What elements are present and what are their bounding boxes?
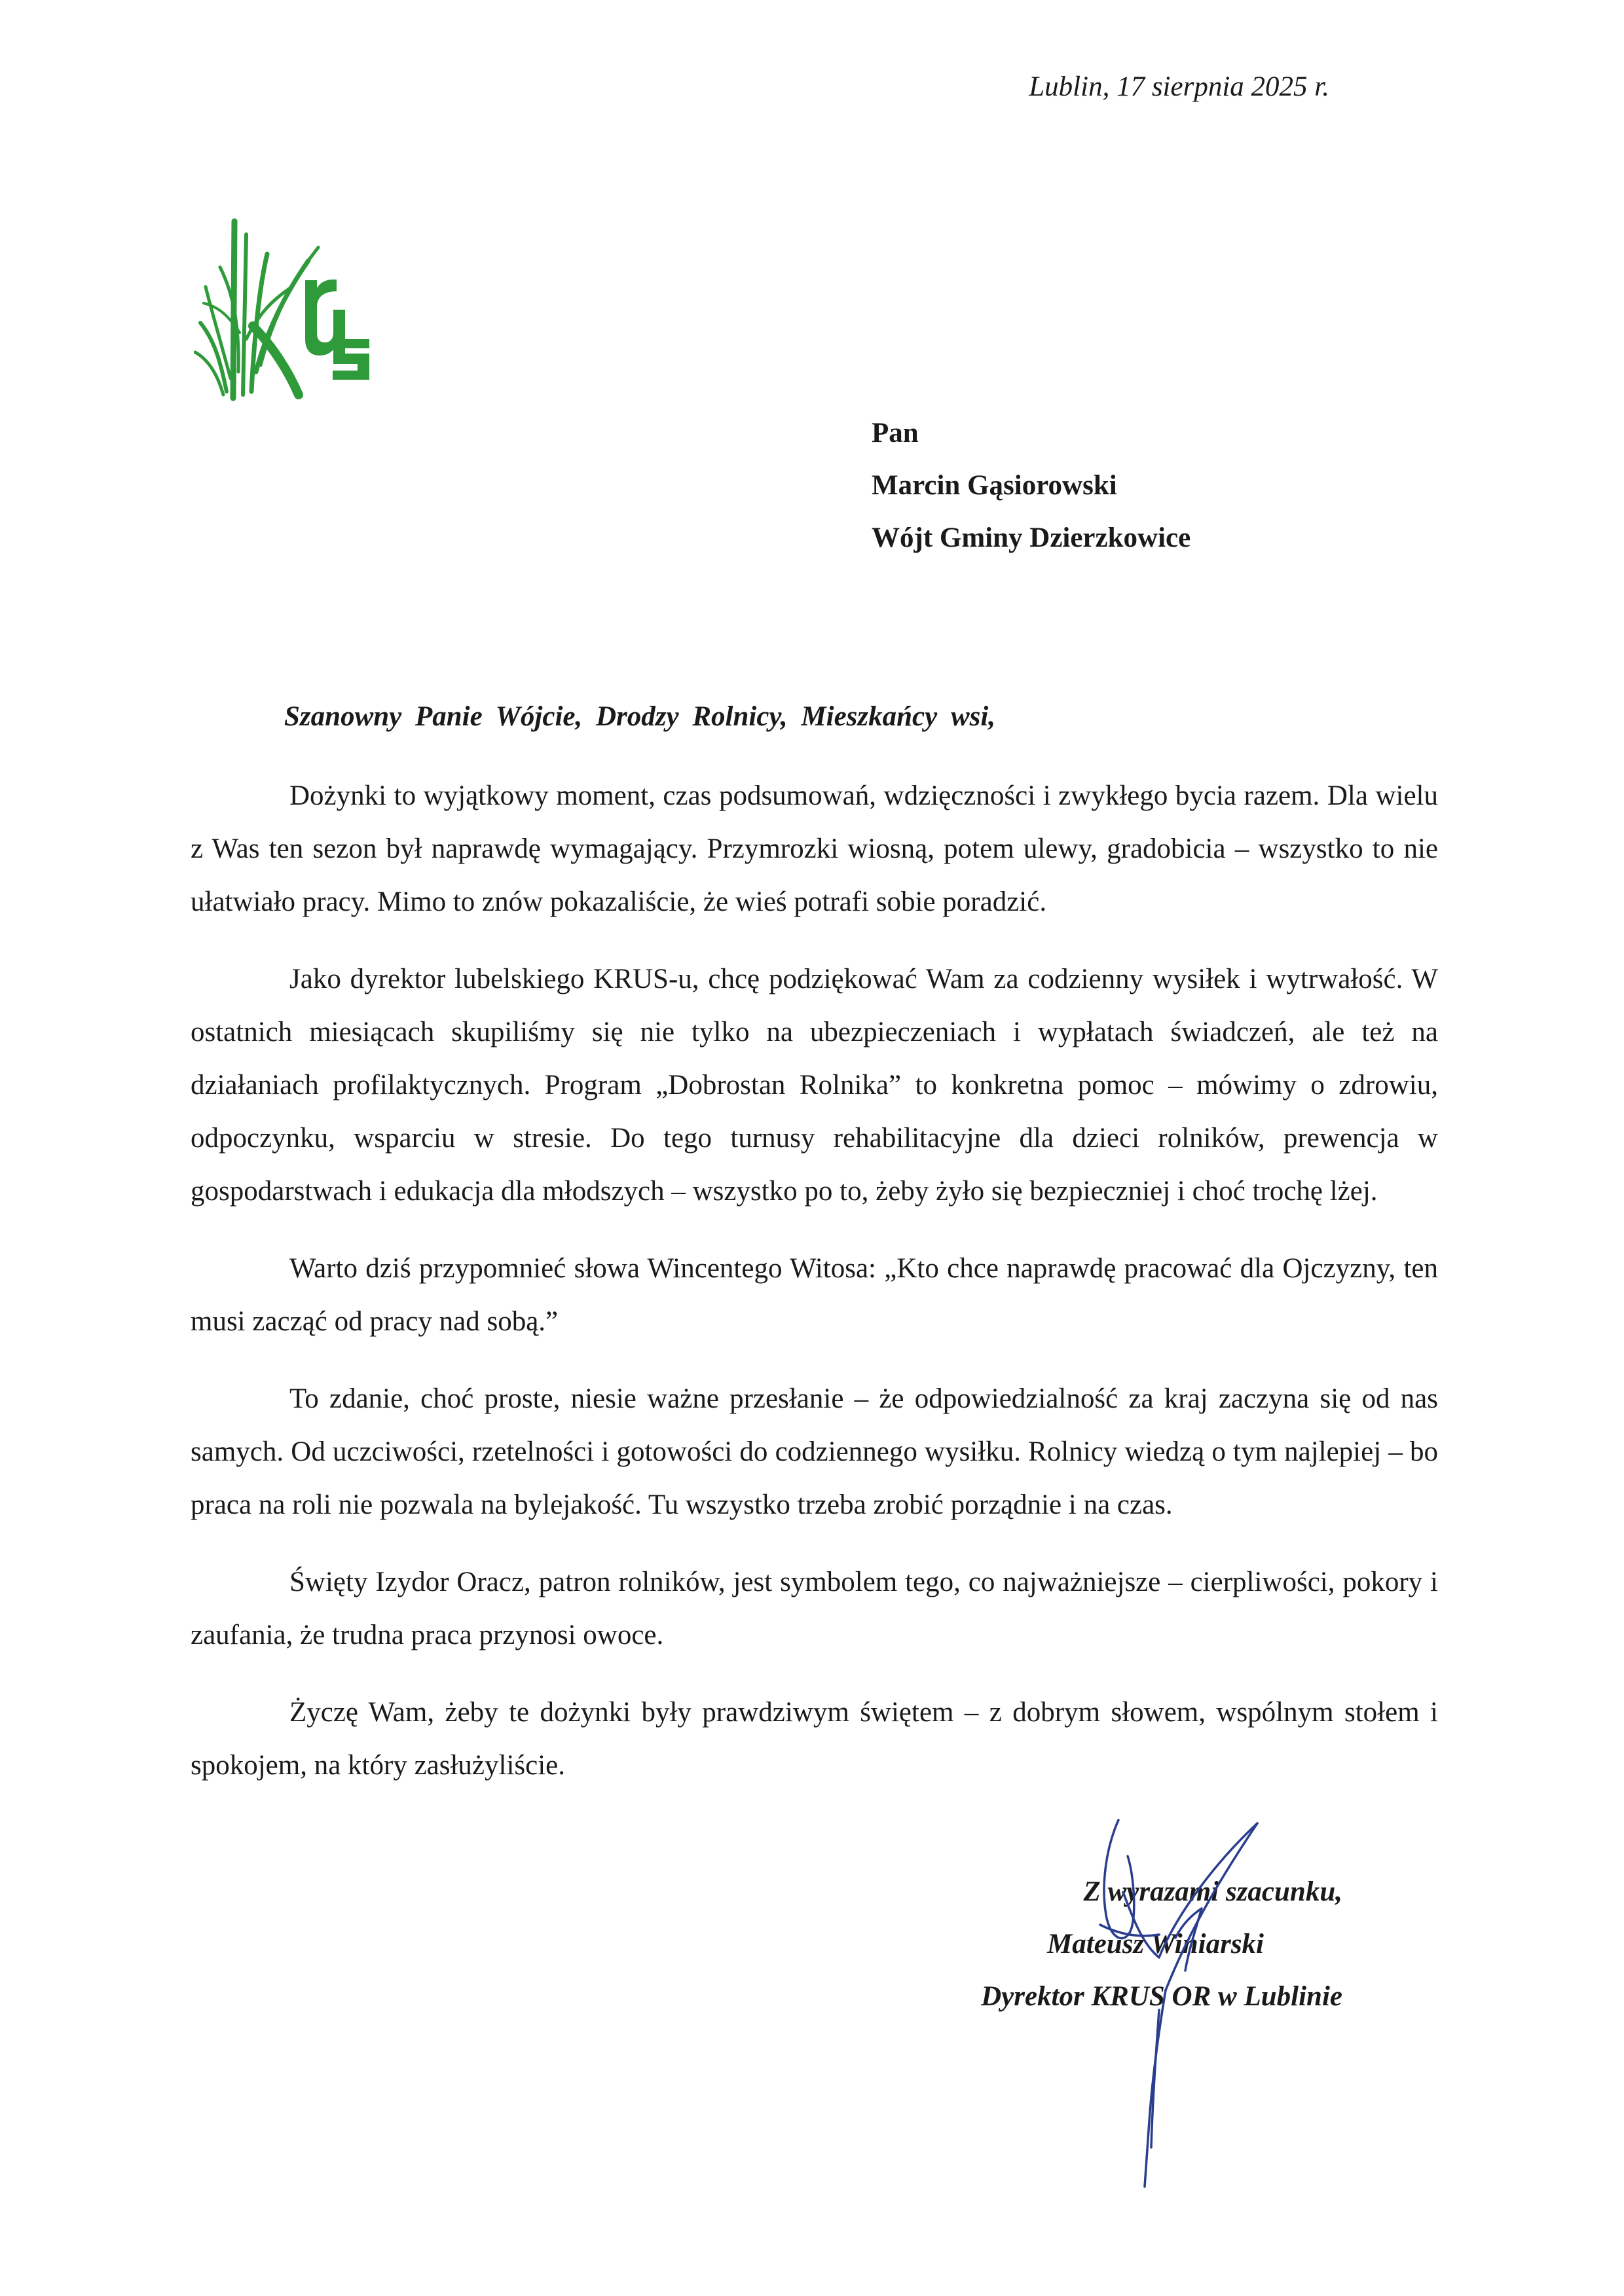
- closing-regards: Z wyrazami szacunku,: [1083, 1876, 1342, 1907]
- salutation: Szanowny Panie Wójcie, Drodzy Rolnicy, Mieszkańcy wsi,: [284, 701, 996, 732]
- signatory-name: Mateusz Winiarski: [1047, 1929, 1264, 1959]
- letter-date: Lublin, 17 sierpnia 2025 r.: [1029, 71, 1329, 102]
- letter-body: [191, 769, 1438, 1816]
- recipient-honorific: Pan: [872, 418, 919, 448]
- paragraph: Życzę Wam, żeby te dożynki były prawdziwym świętem – z dobrym słowem, wspólnym stołem i spokojem, na który zasłużyliście.: [191, 1697, 1438, 1781]
- handwritten-signature: [1061, 1794, 1323, 2200]
- recipient-name: Marcin Gąsiorowski: [872, 470, 1117, 501]
- recipient-block: [872, 407, 1190, 564]
- recipient-title: Wójt Gminy Dzierzkowice: [872, 522, 1191, 553]
- signatory-title: Dyrektor KRUS OR w Lublinie: [981, 1981, 1342, 2012]
- paragraph: To zdanie, choć proste, niesie ważne przesłanie – że odpowiedzialność za kraj zaczyna się od nas samych. Od uczciwości, rzetelności i gotowości do codziennego wysiłku. Rolnicy wiedzą o tym najlepiej – bo praca na roli nie pozwala na bylejakość. Tu wszystko trzeba zrobić porządnie i na czas.: [191, 1383, 1438, 1520]
- paragraph: Warto dziś przypomnieć słowa Wincentego Witosa: „Kto chce naprawdę pracować dla Ojczyzny, ten musi zacząć od pracy nad sobą.”: [191, 1253, 1438, 1337]
- paragraph: Święty Izydor Oracz, patron rolników, jest symbolem tego, co najważniejsze – cierpliwości, pokory i zaufania, że trudna praca przynosi owoce.: [191, 1567, 1438, 1650]
- krus-logo: [194, 208, 384, 405]
- paragraph: Jako dyrektor lubelskiego KRUS-u, chcę podziękować Wam za codzienny wysiłek i wytrwałość. W ostatnich miesiącach skupiliśmy się nie tylko na ubezpieczeniach i wypłatach świadczeń, ale też na działaniach profilaktycznych. Program „Dobrostan Rolnika” to konkretna pomoc – mówimy o zdrowiu, odpoczynku, wsparciu w stresie. Do tego turnusy rehabilitacyjne dla dzieci rolników, prewencja w gospodarstwach i edukacja dla młodszych – wszystko po to, żeby żyło się bezpieczniej i choć trochę lżej.: [191, 964, 1438, 1207]
- paragraph: Dożynki to wyjątkowy moment, czas podsumowań, wdzięczności i zwykłego bycia razem. Dla wielu z Was ten sezon był naprawdę wymagający. Przymrozki wiosną, potem ulewy, gradobicia – wszystko to nie ułatwiało pracy. Mimo to znów pokazaliście, że wieś potrafi sobie poradzić.: [191, 780, 1438, 917]
